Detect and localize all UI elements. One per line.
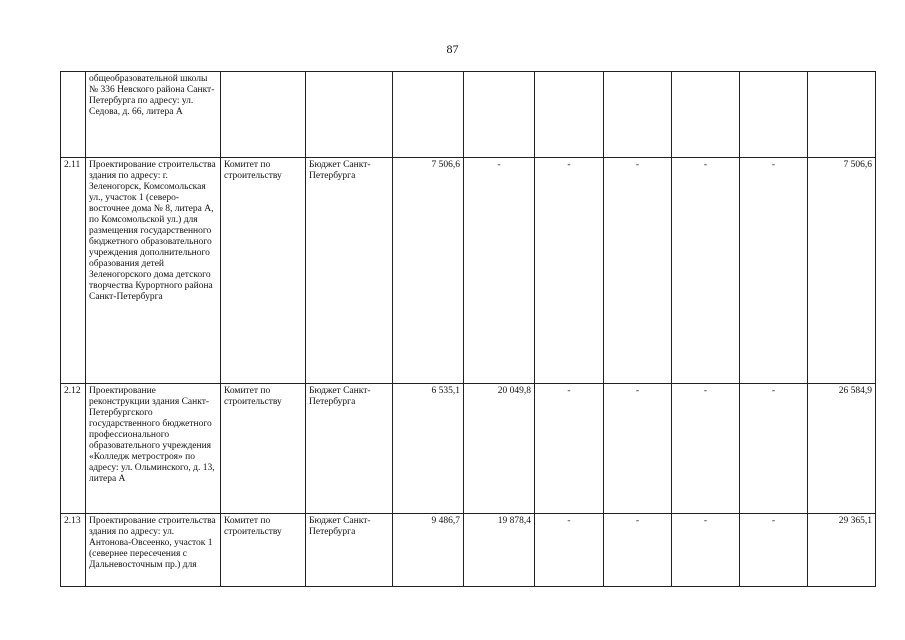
value-cell: 6 535,1 [393,384,464,514]
table-row-continuation [61,72,876,158]
value-cell [464,72,535,158]
description-cell: Проектирование строительства здания по адресу: г. Зеленогорск, Комсомольская ул., участок 1 (северо-восточнее дома № 8, литера А, по Комсомольской ул.) для размещения государственного бюджетного образовательного учреждения дополнительного образования детей Зеленогорского дома детского творчества Курортного района Санкт-Петербурга [86,158,221,384]
table-row [61,158,876,384]
value-cell: - [535,514,604,587]
value-cell: - [740,384,808,514]
value-cell: - [740,158,808,384]
executor-cell: Комитет по строительству [221,384,306,514]
value-cell [672,72,740,158]
executor-cell: Комитет по строительству [221,514,306,587]
value-cell: 20 049,8 [464,384,535,514]
value-cell [604,72,672,158]
total-cell: 29 365,1 [808,514,876,587]
value-cell: - [672,158,740,384]
value-cell: - [604,514,672,587]
value-cell: - [464,158,535,384]
source-cell: Бюджет Санкт-Петербурга [306,514,393,587]
total-cell: 26 584,9 [808,384,876,514]
value-cell: - [604,158,672,384]
description-cell: Проектирование строительства здания по адресу: ул. Антонова-Овсеенко, участок 1 (севернее пересечения с Дальневосточным пр.) для [86,514,221,587]
value-cell: - [672,514,740,587]
source-cell: Бюджет Санкт-Петербурга [306,158,393,384]
value-cell: 7 506,6 [393,158,464,384]
row-number-cell: 2.11 [61,158,86,384]
row-number-cell: 2.13 [61,514,86,587]
description-cell: общеобразовательной школы № 336 Невского района Санкт-Петербурга по адресу: ул. Седова, д. 66, литера А [86,72,221,158]
budget-table [60,71,876,587]
value-cell [535,72,604,158]
value-cell: - [672,384,740,514]
total-cell: 7 506,6 [808,158,876,384]
row-number-cell [61,72,86,158]
executor-cell [221,72,306,158]
description-cell: Проектирование реконструкции здания Санкт-Петербургского государственного бюджетного профессионального образовательного учреждения «Колледж метростроя» по адресу: ул. Ольминского, д. 13, литера А [86,384,221,514]
value-cell [808,72,876,158]
page-number: 87 [446,42,459,56]
value-cell: 9 486,7 [393,514,464,587]
value-cell: - [740,514,808,587]
value-cell: - [604,384,672,514]
table-row [61,384,876,514]
source-cell: Бюджет Санкт-Петербурга [306,384,393,514]
value-cell: 19 878,4 [464,514,535,587]
table-row [61,514,876,587]
value-cell [740,72,808,158]
row-number-cell: 2.12 [61,384,86,514]
value-cell [393,72,464,158]
source-cell [306,72,393,158]
executor-cell: Комитет по строительству [221,158,306,384]
value-cell: - [535,384,604,514]
value-cell: - [535,158,604,384]
